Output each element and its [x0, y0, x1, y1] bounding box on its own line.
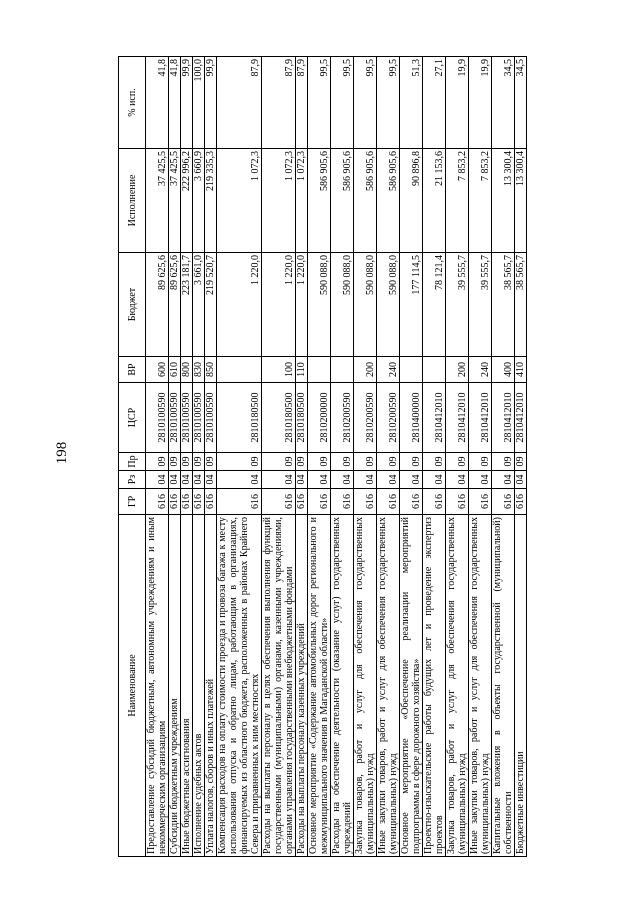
table-row: [262, 57, 296, 857]
row-vr: 240: [377, 357, 400, 383]
row-vr: 800: [181, 357, 193, 383]
row-name: Субсидии бюджетным учреждениям: [169, 515, 181, 857]
row-budget: 1 220,0: [296, 253, 308, 357]
row-gr: 616: [354, 489, 377, 515]
row-budget: 1 220,0: [262, 253, 296, 357]
row-pct: 99,5: [377, 57, 400, 149]
row-pct: 100,0: [193, 57, 205, 149]
row-gr: 616: [423, 489, 446, 515]
row-pct: 34,5: [492, 57, 515, 149]
row-pct: 41,8: [169, 57, 181, 149]
row-execution: 1 072,3: [262, 149, 296, 253]
row-csr: 2810100590: [181, 383, 193, 453]
row-vr: 610: [169, 357, 181, 383]
row-budget: 1 220,0: [217, 253, 262, 357]
row-budget: 590 088,0: [377, 253, 400, 357]
row-pr: 09: [515, 453, 527, 471]
row-vr: [400, 357, 423, 383]
table-header-row: [119, 57, 146, 857]
row-pct: 51,3: [400, 57, 423, 149]
table-body: [146, 57, 527, 857]
row-gr: 616: [515, 489, 527, 515]
row-gr: 616: [308, 489, 331, 515]
row-rz: 04: [296, 471, 308, 489]
row-csr: 2810412010: [423, 383, 446, 453]
row-pct: 99,5: [354, 57, 377, 149]
row-budget: 590 088,0: [331, 253, 354, 357]
row-vr: 110: [296, 357, 308, 383]
row-name: Расходы на выплаты персоналу казенных учреждений: [296, 515, 308, 857]
row-budget: 177 114,5: [400, 253, 423, 357]
row-gr: 616: [469, 489, 492, 515]
row-pr: 09: [262, 453, 296, 471]
row-name: Основное мероприятие «Содержание автомобильных дорог регионального и межмуниципального значения в Магаданской области»: [308, 515, 331, 857]
table-row: [296, 57, 308, 857]
row-gr: 616: [169, 489, 181, 515]
row-name: Бюджетные инвестиции: [515, 515, 527, 857]
row-gr: 616: [262, 489, 296, 515]
row-csr: 2810100590: [146, 383, 169, 453]
row-rz: 04: [308, 471, 331, 489]
row-vr: 200: [446, 357, 469, 383]
row-budget: 3 661,0: [193, 253, 205, 357]
row-budget: 590 088,0: [354, 253, 377, 357]
table-row: [354, 57, 377, 857]
row-execution: 3 660,9: [193, 149, 205, 253]
table-row: [423, 57, 446, 857]
row-rz: 04: [515, 471, 527, 489]
row-execution: 1 072,3: [296, 149, 308, 253]
row-execution: 37 425,5: [146, 149, 169, 253]
table-row: [217, 57, 262, 857]
row-pr: 09: [446, 453, 469, 471]
row-rz: 04: [193, 471, 205, 489]
table-row: [377, 57, 400, 857]
row-gr: 616: [193, 489, 205, 515]
row-execution: 219 335,3: [205, 149, 217, 253]
table-row: [492, 57, 515, 857]
header-pr: Пр: [119, 453, 146, 471]
row-execution: 37 425,5: [169, 149, 181, 253]
table-row: [308, 57, 331, 857]
page-number: 198: [54, 441, 70, 465]
row-budget: 38 565,7: [492, 253, 515, 357]
header-execution: Исполнение: [119, 149, 146, 253]
row-execution: 586 905,6: [308, 149, 331, 253]
row-name: Предоставление субсидий бюджетным, автономным учреждениям и иным некоммерческим организациям: [146, 515, 169, 857]
row-pr: 09: [377, 453, 400, 471]
row-csr: 2810412010: [515, 383, 527, 453]
row-gr: 616: [181, 489, 193, 515]
row-pct: 99,5: [331, 57, 354, 149]
row-pr: 09: [469, 453, 492, 471]
row-pr: 09: [205, 453, 217, 471]
row-vr: 850: [205, 357, 217, 383]
row-name: Основное мероприятие «Обеспечение реализации мероприятий подпрограммы в сфере дорожного хозяйства»: [400, 515, 423, 857]
row-gr: 616: [377, 489, 400, 515]
row-budget: 39 555,7: [469, 253, 492, 357]
header-name: Наименование: [119, 515, 146, 857]
row-csr: 2810200590: [377, 383, 400, 453]
row-vr: 600: [146, 357, 169, 383]
row-vr: [423, 357, 446, 383]
row-csr: 2810200590: [354, 383, 377, 453]
row-vr: [217, 357, 262, 383]
row-rz: 04: [492, 471, 515, 489]
row-execution: 1 072,3: [217, 149, 262, 253]
table-row: [515, 57, 527, 857]
row-name: Проектно-изыскательские работы будущих лет и проведение экспертиз проектов: [423, 515, 446, 857]
row-gr: 616: [400, 489, 423, 515]
row-csr: 2810400000: [400, 383, 423, 453]
row-pr: 09: [331, 453, 354, 471]
row-pct: 87,9: [296, 57, 308, 149]
row-pct: 27,1: [423, 57, 446, 149]
row-gr: 616: [146, 489, 169, 515]
row-execution: 13 300,4: [515, 149, 527, 253]
row-gr: 616: [446, 489, 469, 515]
row-rz: 04: [169, 471, 181, 489]
row-pct: 34,5: [515, 57, 527, 149]
row-pr: 09: [308, 453, 331, 471]
row-gr: 616: [296, 489, 308, 515]
budget-table: [118, 56, 527, 857]
row-gr: 616: [492, 489, 515, 515]
row-pct: 99,9: [205, 57, 217, 149]
table-rotated-container: [118, 57, 638, 857]
table-row: [205, 57, 217, 857]
row-csr: 2810100590: [205, 383, 217, 453]
row-rz: 04: [331, 471, 354, 489]
row-pct: 41,8: [146, 57, 169, 149]
row-budget: 590 088,0: [308, 253, 331, 357]
row-name: Иные закупки товаров, работ и услуг для обеспечения государственных (муниципальных) нужд: [469, 515, 492, 857]
row-budget: 78 121,4: [423, 253, 446, 357]
row-execution: 586 905,6: [354, 149, 377, 253]
row-rz: 04: [400, 471, 423, 489]
row-rz: 04: [181, 471, 193, 489]
row-rz: 04: [354, 471, 377, 489]
header-gr: ГР: [119, 489, 146, 515]
row-name: Закупка товаров, работ и услуг для обеспечения государственных (муниципальных) нужд: [446, 515, 469, 857]
row-vr: [308, 357, 331, 383]
row-rz: 04: [217, 471, 262, 489]
row-vr: [331, 357, 354, 383]
row-rz: 04: [205, 471, 217, 489]
row-name: Исполнение судебных актов: [193, 515, 205, 857]
row-pr: 09: [193, 453, 205, 471]
row-vr: 240: [469, 357, 492, 383]
row-rz: 04: [469, 471, 492, 489]
row-rz: 04: [146, 471, 169, 489]
row-name: Расходы на выплаты персоналу в целях обеспечения выполнения функций государственными (муниципальными) органами, казенными учреждениями, органами управления государственными внебюджетными фондами: [262, 515, 296, 857]
row-pr: 09: [296, 453, 308, 471]
header-vr: ВР: [119, 357, 146, 383]
header-csr: ЦСР: [119, 383, 146, 453]
row-vr: 200: [354, 357, 377, 383]
row-pr: 09: [146, 453, 169, 471]
row-pr: 09: [400, 453, 423, 471]
row-vr: 830: [193, 357, 205, 383]
row-execution: 90 896,8: [400, 149, 423, 253]
row-pr: 09: [423, 453, 446, 471]
row-pct: 19,9: [469, 57, 492, 149]
row-vr: 410: [515, 357, 527, 383]
row-csr: 2810180500: [217, 383, 262, 453]
row-rz: 04: [377, 471, 400, 489]
row-pct: 99,5: [308, 57, 331, 149]
row-name: Иные бюджетные ассигнования: [181, 515, 193, 857]
row-name: Иные закупки товаров, работ и услуг для обеспечения государственных (муниципальных) нужд: [377, 515, 400, 857]
table-row: [146, 57, 169, 857]
row-pr: 09: [169, 453, 181, 471]
row-pr: 09: [354, 453, 377, 471]
header-rz: Рз: [119, 471, 146, 489]
row-budget: 89 625,6: [146, 253, 169, 357]
row-pr: 09: [181, 453, 193, 471]
header-pct: % исп.: [119, 57, 146, 149]
row-vr: 100: [262, 357, 296, 383]
row-name: Закупка товаров, работ и услуг для обеспечения государственных (муниципальных) нужд: [354, 515, 377, 857]
row-budget: 219 520,7: [205, 253, 217, 357]
row-execution: 13 300,4: [492, 149, 515, 253]
table-row: [446, 57, 469, 857]
row-name: Расходы на обеспечение деятельности (оказание услуг) государственных учреждений: [331, 515, 354, 857]
row-budget: 223 181,7: [181, 253, 193, 357]
row-csr: 2810180500: [262, 383, 296, 453]
row-gr: 616: [217, 489, 262, 515]
table-row: [181, 57, 193, 857]
row-rz: 04: [446, 471, 469, 489]
row-csr: 2810412010: [446, 383, 469, 453]
row-pr: 09: [217, 453, 262, 471]
row-gr: 616: [205, 489, 217, 515]
row-name: Компенсация расходов на оплату стоимости проезда и провоза багажа к месту использования отпуска и обратно лицам, работающим в организациях, финансируемых из областного бюджета, расположенных в районах Крайнего Севера и приравненных к ним местностях: [217, 515, 262, 857]
row-execution: 21 153,6: [423, 149, 446, 253]
table-row: [469, 57, 492, 857]
row-budget: 89 625,6: [169, 253, 181, 357]
row-rz: 04: [262, 471, 296, 489]
row-csr: 2810200590: [331, 383, 354, 453]
row-pct: 87,9: [217, 57, 262, 149]
row-csr: 2810100590: [193, 383, 205, 453]
row-pct: 99,9: [181, 57, 193, 149]
header-budget: Бюджет: [119, 253, 146, 357]
table-row: [331, 57, 354, 857]
row-vr: 400: [492, 357, 515, 383]
row-execution: 586 905,6: [377, 149, 400, 253]
row-execution: 586 905,6: [331, 149, 354, 253]
row-execution: 7 853,2: [446, 149, 469, 253]
row-name: Капитальные вложения в объекты государственной (муниципальной) собственности: [492, 515, 515, 857]
row-budget: 39 555,7: [446, 253, 469, 357]
row-csr: 2810100590: [169, 383, 181, 453]
row-name: Уплата налогов, сборов и иных платежей: [205, 515, 217, 857]
row-csr: 2810412010: [469, 383, 492, 453]
row-rz: 04: [423, 471, 446, 489]
row-pct: 87,9: [262, 57, 296, 149]
row-pct: 19,9: [446, 57, 469, 149]
row-csr: 2810200000: [308, 383, 331, 453]
table-row: [169, 57, 181, 857]
row-pr: 09: [492, 453, 515, 471]
table-row: [193, 57, 205, 857]
row-execution: 222 996,2: [181, 149, 193, 253]
row-execution: 7 853,2: [469, 149, 492, 253]
row-csr: 2810412010: [492, 383, 515, 453]
table-row: [400, 57, 423, 857]
row-csr: 2810180500: [296, 383, 308, 453]
row-gr: 616: [331, 489, 354, 515]
row-budget: 38 565,7: [515, 253, 527, 357]
